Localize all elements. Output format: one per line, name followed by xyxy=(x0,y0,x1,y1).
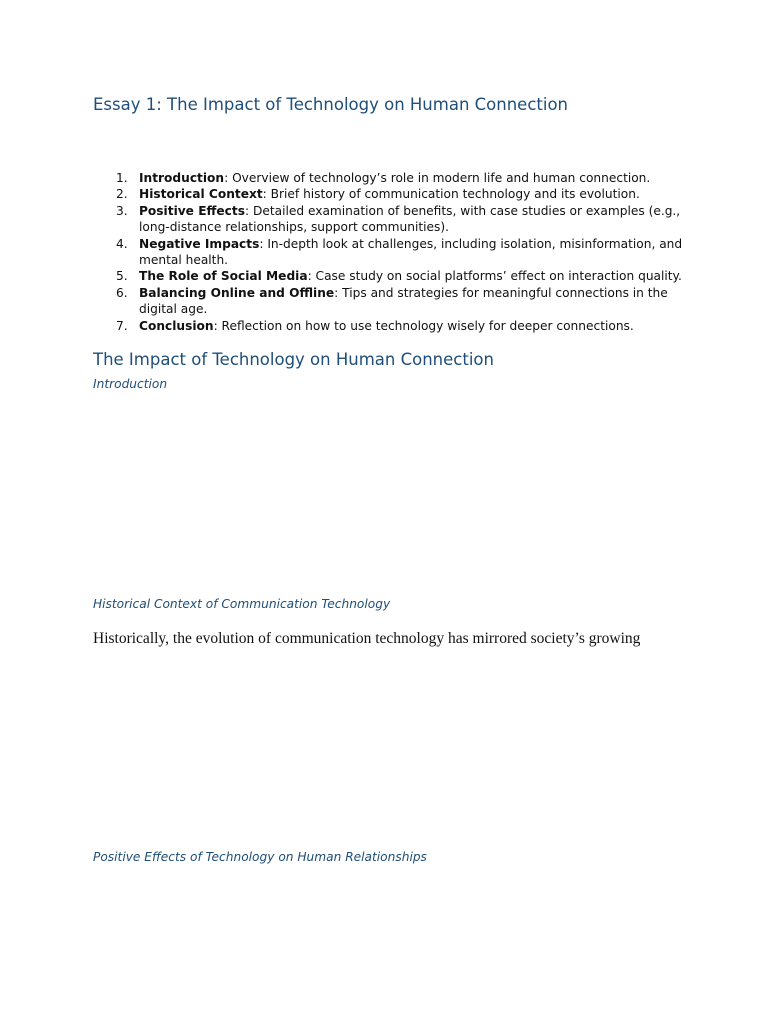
outline-item-text: : Case study on social platforms’ effect on interaction quality. xyxy=(307,269,682,284)
outline-item-number: 5. xyxy=(116,269,128,284)
positive-effects-subheading: Positive Effects of Technology on Human Relationships xyxy=(93,850,427,864)
outline-item-text: : Overview of technology’s role in modern life and human connection. xyxy=(224,171,651,185)
essay-title: Essay 1: The Impact of Technology on Human Connection xyxy=(93,95,569,114)
historical-context-subheading: Historical Context of Communication Technology xyxy=(93,597,391,611)
outline-item-text: : Detailed examination of benefits, with case studies or examples (e.g., long-distance relationships, support communities). xyxy=(139,203,681,235)
outline-item-number: 6. xyxy=(116,285,128,300)
outline-item xyxy=(93,186,683,202)
historical-context-body-text: Historically, the evolution of communication technology has mirrored society’s growing xyxy=(93,630,641,647)
outline-item-text: : In-depth look at challenges, including isolation, misinformation, and mental health. xyxy=(139,236,683,268)
outline-item xyxy=(93,236,683,269)
outline-item-title: Negative Impacts xyxy=(139,236,260,251)
outline-item-text: : Brief history of communication technology and its evolution. xyxy=(262,187,640,202)
section-heading: The Impact of Technology on Human Connection xyxy=(93,350,494,369)
outline-item-text: : Tips and strategies for meaningful connections in the digital age. xyxy=(139,285,668,317)
outline-item-title: Conclusion xyxy=(139,318,214,333)
outline-item-number: 3. xyxy=(116,203,128,218)
outline-item xyxy=(93,268,683,284)
essay-outline-list xyxy=(93,170,683,334)
outline-item-number: 1. xyxy=(116,171,128,185)
outline-item-title: The Role of Social Media xyxy=(139,269,308,284)
outline-item xyxy=(93,170,683,186)
outline-item-text: : Reflection on how to use technology wisely for deeper connections. xyxy=(213,318,634,333)
outline-item-title: Balancing Online and Offline xyxy=(139,285,335,300)
outline-item-title: Introduction xyxy=(139,171,225,185)
outline-item-number: 4. xyxy=(116,236,128,251)
outline-item-number: 7. xyxy=(116,318,128,333)
outline-item-number: 2. xyxy=(116,187,128,202)
outline-item xyxy=(93,285,683,318)
outline-item xyxy=(93,203,683,236)
outline-item-title: Positive Effects xyxy=(139,203,245,218)
outline-item-title: Historical Context xyxy=(139,187,263,202)
outline-item xyxy=(93,318,683,334)
introduction-subheading: Introduction xyxy=(93,377,168,391)
